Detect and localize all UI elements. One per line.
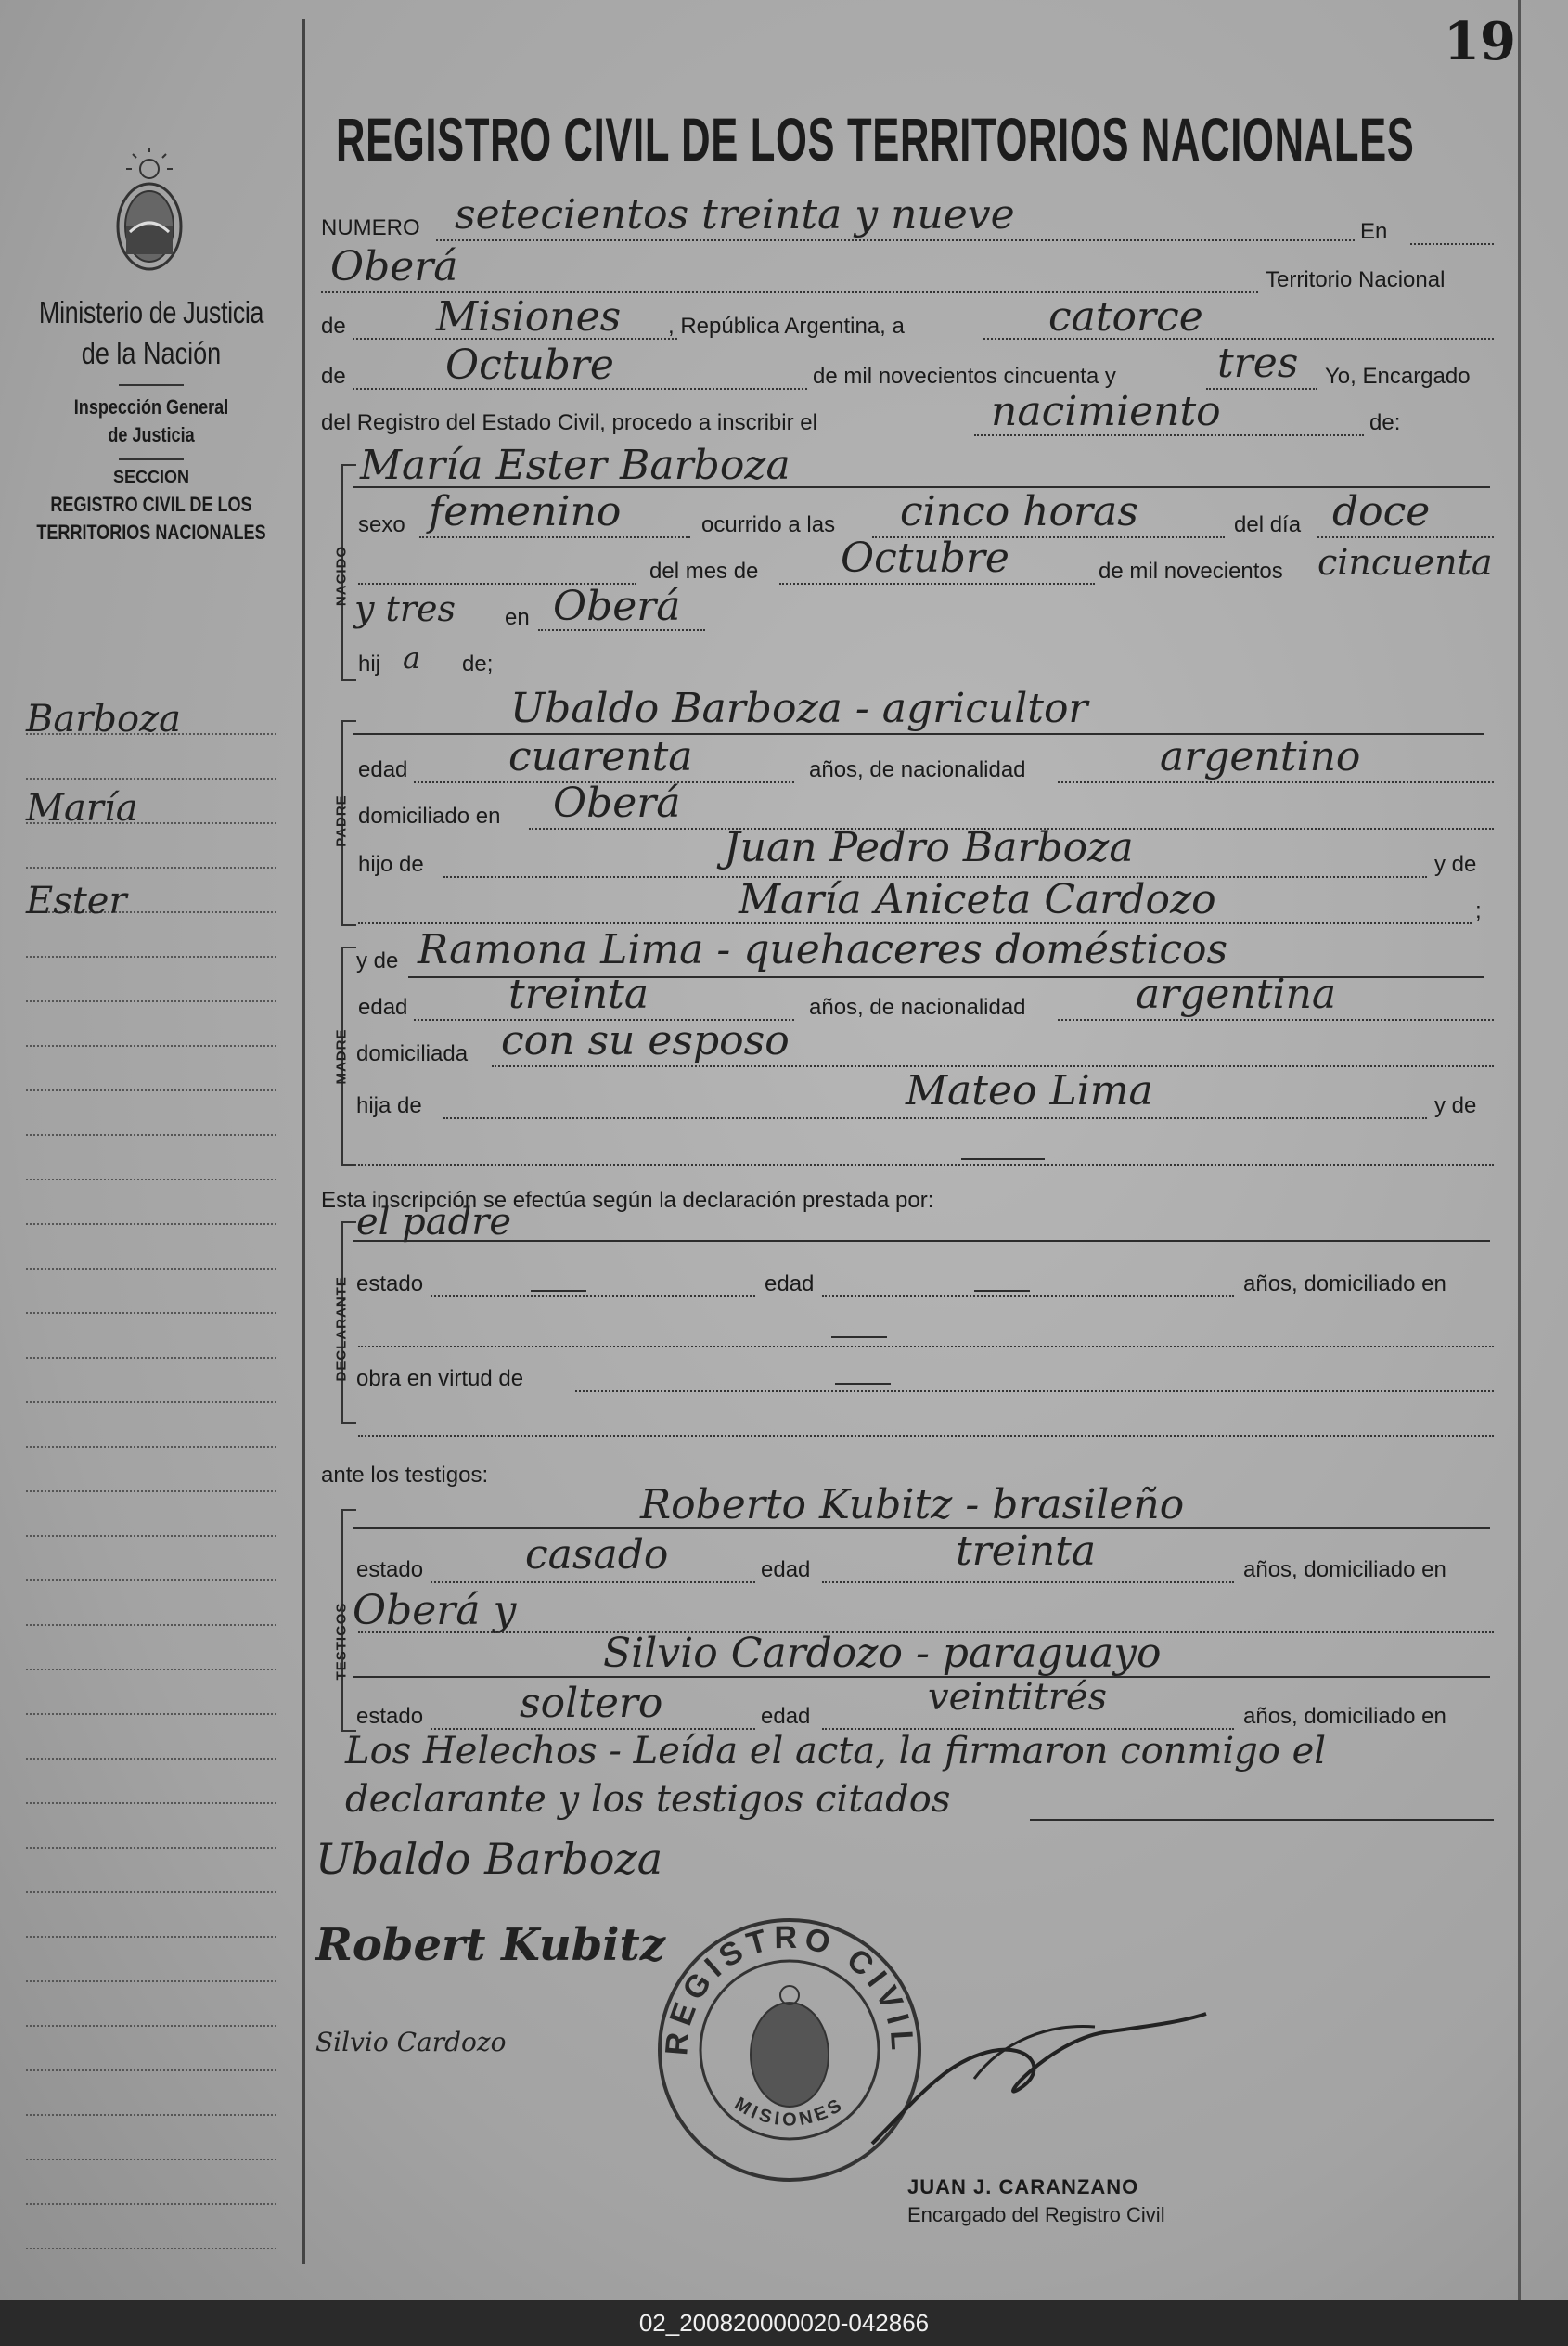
hw-numero: setecientos treinta y nueve (455, 191, 1015, 238)
field-line-nac-padre (1058, 781, 1494, 783)
sidebar-ruled-line (26, 778, 276, 780)
hw-territorio: Misiones (436, 293, 622, 341)
sidebar-ruled-line (26, 1357, 276, 1359)
hw-cierre-line1: Los Helechos - Leída el acta, la firmaron conmigo el (345, 1730, 1327, 1772)
sidebar-ruled-line (26, 1000, 276, 1002)
section-line2: TERRITORIOS NACIONALES (36, 521, 266, 544)
hw-nombre: María Ester Barboza (360, 442, 790, 489)
footer-bar (0, 2300, 1568, 2346)
sidebar-ruled-line (26, 2114, 276, 2116)
label-registro-line: del Registro del Estado Civil, procedo a inscribir el (321, 410, 817, 435)
officer-signature-icon (863, 1986, 1215, 2153)
sidebar-ruled-line (26, 1134, 276, 1136)
label-anios-dom-t2: años, domiciliado en (1243, 1704, 1446, 1729)
label-del-mes: del mes de (649, 559, 759, 584)
label-de-2: de (321, 364, 346, 389)
inspection-line1: Inspección General (73, 395, 229, 419)
hw-abuelo-pat: Juan Pedro Barboza (724, 824, 1134, 871)
label-territorio: Territorio Nacional (1266, 267, 1446, 292)
label-ante-testigos: ante los testigos: (321, 1463, 489, 1488)
dash-abuela-mat (961, 1158, 1045, 1160)
label-anios-dom-decl: años, domiciliado en (1243, 1271, 1446, 1296)
dash-obra (835, 1383, 891, 1385)
hw-testigo1-estado: casado (525, 1531, 669, 1579)
sidebar-name-second: Ester (26, 880, 127, 922)
hw-testigo1: Roberto Kubitz - brasileño (640, 1481, 1185, 1528)
label-edad-madre: edad (358, 995, 408, 1020)
sidebar-ruled-line (26, 1312, 276, 1314)
section-label-madre: MADRE (333, 1028, 350, 1085)
field-line-abuelo-mat (443, 1117, 1427, 1119)
label-hijo-de: hijo de (358, 852, 424, 877)
sidebar-ruled-line (26, 1980, 276, 1982)
label-domiciliada: domiciliada (356, 1041, 469, 1066)
sidebar-ruled-line (26, 2203, 276, 2205)
label-y-de: y de (1434, 852, 1477, 877)
sidebar-ruled-line (26, 1847, 276, 1849)
sidebar-ruled-line (26, 1535, 276, 1537)
section-label-declarante: DECLARANTE (333, 1276, 350, 1382)
sidebar-ruled-line (26, 2069, 276, 2071)
sidebar-ruled-line (26, 1223, 276, 1225)
sidebar-ruled-line (26, 1758, 276, 1760)
label-de-mil-2: de mil novecientos (1099, 559, 1283, 584)
sidebar-ruled-line (26, 2159, 276, 2160)
officer-title: Encargado del Registro Civil (907, 2203, 1165, 2226)
hw-mes-nac: Octubre (841, 535, 1009, 582)
field-line-obra (575, 1390, 1494, 1392)
hw-lugar-nac: Oberá (553, 583, 681, 630)
rule-testigo2 (353, 1676, 1490, 1678)
field-line-estado-decl (431, 1295, 755, 1297)
label-de-1: de (321, 314, 346, 339)
hw-dia-nac: doce (1332, 488, 1431, 535)
hw-sexo: femenino (429, 488, 622, 535)
label-nacionalidad-padre: años, de nacionalidad (809, 757, 1026, 782)
ministry-line1: Ministerio de Justicia (38, 295, 264, 329)
label-nacionalidad-madre: años, de nacionalidad (809, 995, 1026, 1020)
hw-testigo2: Silvio Cardozo - paraguayo (603, 1630, 1162, 1677)
label-y-de-madre-2: y de (1434, 1093, 1477, 1118)
field-line-dom-decl (358, 1346, 1494, 1347)
section-label-padre: PADRE (333, 794, 350, 847)
footer-image-id: 02_200820000020-042866 (638, 2309, 930, 2337)
field-line-abuela-mat (358, 1164, 1494, 1166)
hw-madre-edad: treinta (508, 971, 649, 1018)
label-de-colon: de: (1369, 410, 1401, 435)
field-line-nac-madre (1058, 1019, 1494, 1021)
hw-hora: cinco horas (900, 488, 1138, 535)
hw-madre-dom: con su esposo (501, 1017, 790, 1064)
signature-testigo1: Robert Kubitz (315, 1919, 665, 1971)
sidebar-name-first: María (26, 787, 138, 830)
sidebar-ruled-line (26, 1579, 276, 1581)
signature-declarante: Ubaldo Barboza (315, 1834, 663, 1884)
field-line-mes-nac (779, 583, 1095, 585)
sidebar-divider (119, 384, 184, 386)
field-line-sexo (419, 536, 690, 538)
sidebar-ruled-line (26, 2025, 276, 2027)
document-title: REGISTRO CIVIL DE LOS TERRITORIOS NACIONALES (336, 105, 1415, 174)
hw-testigo1-dom: Oberá y (353, 1587, 517, 1634)
hw-hij-suffix: a (403, 640, 421, 676)
right-edge-line (1518, 0, 1521, 2300)
sidebar-divider-2 (119, 458, 184, 460)
rule-declarante (353, 1240, 1490, 1242)
field-line-estado-t1 (431, 1581, 755, 1583)
officer-name: JUAN J. CARANZANO (907, 2175, 1139, 2198)
ministry-line2: de la Nación (81, 336, 222, 370)
sidebar-ruled-line (26, 1624, 276, 1626)
dash-estado-decl (531, 1290, 586, 1292)
label-republica: , República Argentina, a (668, 314, 905, 339)
label-en: En (1360, 219, 1388, 244)
page-number: 19 (1444, 11, 1516, 72)
label-obra: obra en virtud de (356, 1366, 524, 1391)
label-domiciliado-padre: domiciliado en (358, 804, 501, 829)
hw-anio-nac-2: y tres (354, 588, 456, 629)
hw-testigo2-estado: soltero (520, 1680, 663, 1727)
label-yo-encargado: Yo, Encargado (1325, 364, 1471, 389)
field-line-dia-nac (1317, 536, 1494, 538)
label-estado-t2: estado (356, 1704, 424, 1729)
dash-dom-decl (831, 1336, 887, 1338)
hw-testigo2-edad: veintitrés (928, 1676, 1108, 1719)
sidebar-ruled-line (26, 1179, 276, 1180)
field-line-numero (436, 239, 1355, 241)
sidebar-ruled-line (26, 1669, 276, 1670)
label-numero: NUMERO (321, 215, 420, 240)
label-de-semicolon: de; (462, 651, 494, 677)
field-line-anio (1206, 388, 1317, 390)
label-del-dia: del día (1234, 512, 1302, 537)
label-de-mil: de mil novecientos cincuenta y (813, 364, 1116, 389)
label-sexo: sexo (358, 512, 405, 537)
sidebar-ruled-line (26, 1802, 276, 1804)
label-edad-t2: edad (761, 1704, 811, 1729)
sidebar-ruled-line (26, 1713, 276, 1715)
sidebar-ruled-line (26, 1401, 276, 1403)
rule-testigo1 (353, 1527, 1490, 1529)
stamp-top-text: REGISTRO CIVIL (659, 1919, 920, 2057)
sidebar-ruled-line (26, 1891, 276, 1893)
hw-padre-dom: Oberá (553, 780, 681, 827)
section-label: SECCION (112, 468, 189, 486)
section-label-testigos: TESTIGOS (333, 1602, 350, 1681)
field-line-edad-t1 (822, 1581, 1234, 1583)
section-label-nacido: NACIDO (333, 545, 350, 607)
hw-madre-nac: argentina (1136, 971, 1337, 1018)
sidebar-ruled-line (26, 1268, 276, 1270)
field-line-edad-decl (822, 1295, 1234, 1297)
rule-cierre (1030, 1819, 1494, 1821)
sidebar-ruled-line (26, 1089, 276, 1091)
hw-cierre-line2: declarante y los testigos citados (345, 1778, 951, 1821)
hw-dia: catorce (1048, 293, 1203, 341)
argentine-coat-of-arms-icon (111, 148, 187, 278)
signature-testigo2: Silvio Cardozo (315, 2027, 507, 2057)
sidebar-name-surname: Barboza (26, 698, 181, 741)
sidebar-ruled-line (26, 1446, 276, 1448)
sidebar-ruled-line (26, 1490, 276, 1492)
label-edad-t1: edad (761, 1557, 811, 1582)
hw-abuela-pat: María Aniceta Cardozo (739, 876, 1216, 923)
label-anios-dom-t1: años, domiciliado en (1243, 1557, 1446, 1582)
hw-lugar: Oberá (330, 243, 458, 290)
label-en-2: en (505, 605, 530, 630)
margin-divider (302, 19, 305, 2264)
sidebar-ruled-line (26, 867, 276, 869)
hw-padre-edad: cuarenta (508, 733, 693, 780)
label-edad-declarante: edad (765, 1271, 815, 1296)
hw-anio: tres (1217, 340, 1299, 387)
label-hija-de: hija de (356, 1093, 422, 1118)
section-line1: REGISTRO CIVIL DE LOS (50, 493, 252, 516)
hw-abuelo-mat: Mateo Lima (906, 1067, 1153, 1115)
label-edad-padre: edad (358, 757, 408, 782)
hw-testigo1-edad: treinta (956, 1527, 1097, 1575)
label-ocurrido: ocurrido a las (701, 512, 836, 537)
label-estado-t1: estado (356, 1557, 424, 1582)
hw-anio-nac: cincuenta (1317, 542, 1493, 583)
hw-padre-nac: argentino (1160, 733, 1361, 780)
label-inscripcion: Esta inscripción se efectúa según la declaración prestada por: (321, 1188, 934, 1213)
sidebar-ruled-line (26, 1045, 276, 1047)
label-semicolon: ; (1475, 898, 1482, 923)
sidebar-ruled-line (26, 1936, 276, 1938)
stamp-bottom-text: MISIONES (730, 2093, 849, 2131)
label-hij: hij (358, 651, 381, 677)
field-line-en (1410, 243, 1494, 245)
sidebar-ruled-line (26, 956, 276, 958)
hw-declarante: el padre (356, 1201, 512, 1244)
field-line-obra-2 (358, 1435, 1494, 1437)
label-y-de-madre: y de (356, 948, 399, 973)
hw-madre: Ramona Lima - quehaceres domésticos (418, 926, 1228, 973)
sidebar-ruled-line (26, 2248, 276, 2249)
hw-mes: Octubre (445, 342, 614, 389)
dash-edad-decl (974, 1290, 1030, 1292)
hw-acto: nacimiento (991, 388, 1221, 435)
inspection-line2: de Justicia (108, 423, 195, 446)
label-estado-declarante: estado (356, 1271, 424, 1296)
hw-padre: Ubaldo Barboza - agricultor (510, 685, 1088, 732)
